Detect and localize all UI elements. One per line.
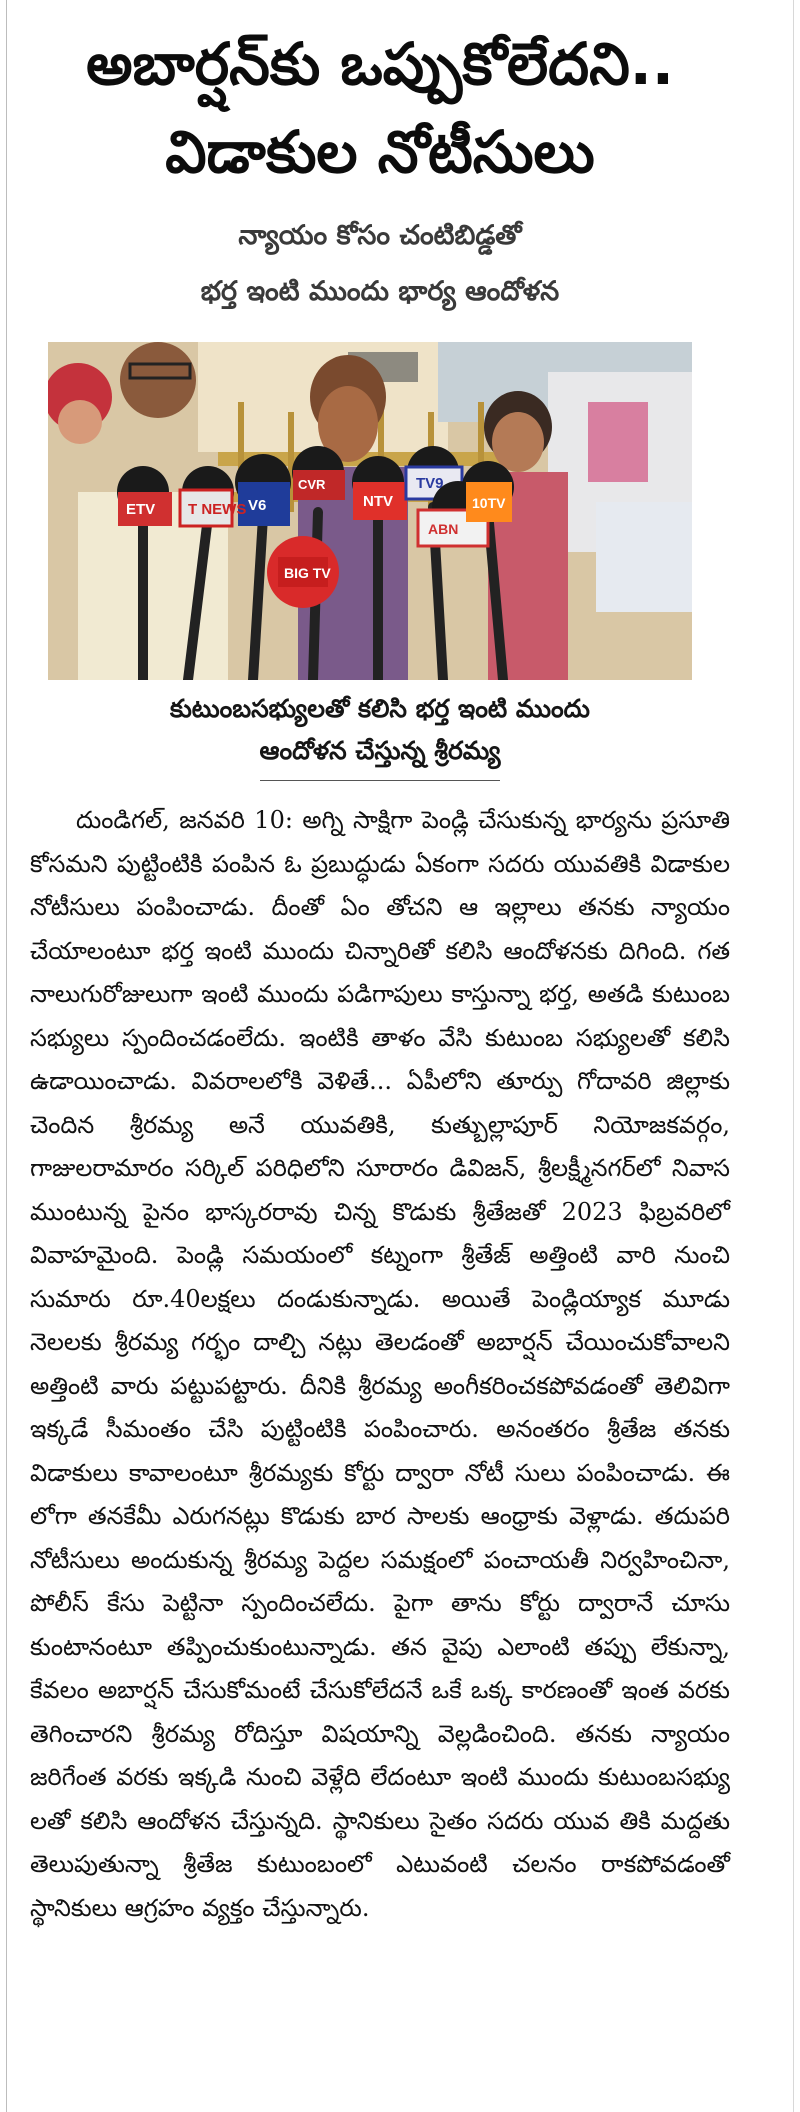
page-border-left [6,0,7,2112]
mic-label-etv: ETV [126,501,156,518]
caption-divider [260,780,500,781]
caption-line-1: కుటుంబసభ్యులతో కలిసి భర్త ఇంటి ముందు [170,694,590,723]
mic-label-ntv: NTV [363,493,393,510]
article-subheadline [30,208,730,320]
photo-caption [30,688,730,772]
mic-label-tnews: T NEWS [188,501,247,518]
article-photo [48,342,692,680]
mic-label-tv9: TV9 [416,475,444,492]
mic-label-bigtv: BIG TV [284,565,331,581]
news-article [30,20,730,1930]
caption-line-2: ఆందోళన చేస్తున్న శ్రీరమ్య [259,736,501,765]
mic-label-cvr: CVR [298,477,326,492]
protest-photo-illustration [48,342,692,680]
page-border-right [793,0,794,2112]
article-headline: అబార్షన్‌కు ఒప్పుకోలేదని.. విడాకుల నోటీసులు [86,30,674,186]
article-body: దుండిగల్, జనవరి 10: అగ్ని సాక్షిగా పెండ్లి చేసుకున్న భార్యను ప్రసూతి కోసమని పుట్టింటికి పంపిన ఓ ప్రబుద్ధుడు ఏకంగా సదరు యువతికి విడాకుల నోటీసులు పంపించాడు. దీంతో ఏం తోచని ఆ ఇల్లాలు తనకు న్యాయం చేయాలంటూ భర్త ఇంటి ముందు చిన్నారితో కలిసి ఆందోళనకు దిగింది. గత నాలుగురోజులుగా ఇంటి ముందు పడిగాపులు కాస్తున్నా భర్త, అతడి కుటుంబ సభ్యులు స్పందించడంలేదు. ఇంటికి తాళం వేసి కుటుంబ సభ్యులతో కలిసి ఉడాయించాడు. వివరాలలోకి వెళితే... ఏపీలోని తూర్పు గోదావరి జిల్లాకు చెందిన శ్రీరమ్య అనే యువతికి, కుత్బుల్లాపూర్ నియోజకవర్గం, గాజులరామారం సర్కిల్ పరిధిలోని సూరారం డివిజన్, శ్రీలక్ష్మీనగర్‌లో నివాస ముంటున్న పైనం భాస్కరరావు చిన్న కొడుకు శ్రీతేజతో 2023 ఫిబ్రవరిలో వివాహమైంది. పెండ్లి సమయంలో కట్నంగా శ్రీతేజ్ అత్తింటి వారి నుంచి సుమారు రూ.40లక్షలు దండుకున్నాడు. అయితే పెండ్లియ్యాక మూడు నెలలకు శ్రీరమ్య గర్భం దాల్చి నట్లు తెలడంతో అబార్షన్ చేయించుకోవాలని అత్తింటి వారు పట్టుపట్టారు. దీనికి శ్రీరమ్య అంగీకరించకపోవడంతో తెలివిగా ఇక్కడే సీమంతం చేసి పుట్టింటికి పంపించారు. అనంతరం శ్రీతేజ తనకు విడాకులు కావాలంటూ శ్రీరమ్యకు కోర్టు ద్వారా నోటీ సులు పంపించాడు. ఈ లోగా తనకేమీ ఎరుగనట్లు కొడుకు బార సాలకు ఆంధ్రాకు వెళ్లాడు. తదుపరి నోటీసులు అందుకున్న శ్రీరమ్య పెద్దల సమక్షంలో పంచాయతీ నిర్వహించినా, పోలీస్ కేసు పెట్టినా స్పందించలేదు. పైగా తాను కోర్టు ద్వారానే చూసు కుంటానంటూ తప్పించుకుంటున్నాడు. తన వైపు ఎలాంటి తప్పు లేకున్నా, కేవలం అబార్షన్ చేసుకోమంటే చేసుకోలేదనే ఒకే ఒక్క కారణంతో ఇంత వరకు తెగించారని శ్రీరమ్య రోదిస్తూ విషయాన్ని వెల్లడించింది. తనకు న్యాయం జరిగేంత వరకు ఇక్కడి నుంచి వెళ్లేది లేదంటూ ఇంటి ముందు కుటుంబసభ్యు లతో కలిసి ఆందోళన చేస్తున్నది. స్థానికులు సైతం సదరు యువ తికి మద్దతు తెలుపుతున్నా శ్రీతేజ కుటుంబంలో ఎటువంటి చలనం రాకపోవడంతో స్థానికులు ఆగ్రహం వ్యక్తం చేస్తున్నారు. [30,806,730,1922]
mic-label-10tv: 10TV [472,495,506,511]
subheadline-line-1: న్యాయం కోసం చంటిబిడ్డతో [238,220,522,251]
subheadline-line-2: భర్త ఇంటి ముందు భార్య ఆందోళన [200,276,560,307]
mic-label-abn: ABN [428,521,459,537]
mic-label-v6: V6 [248,497,267,514]
